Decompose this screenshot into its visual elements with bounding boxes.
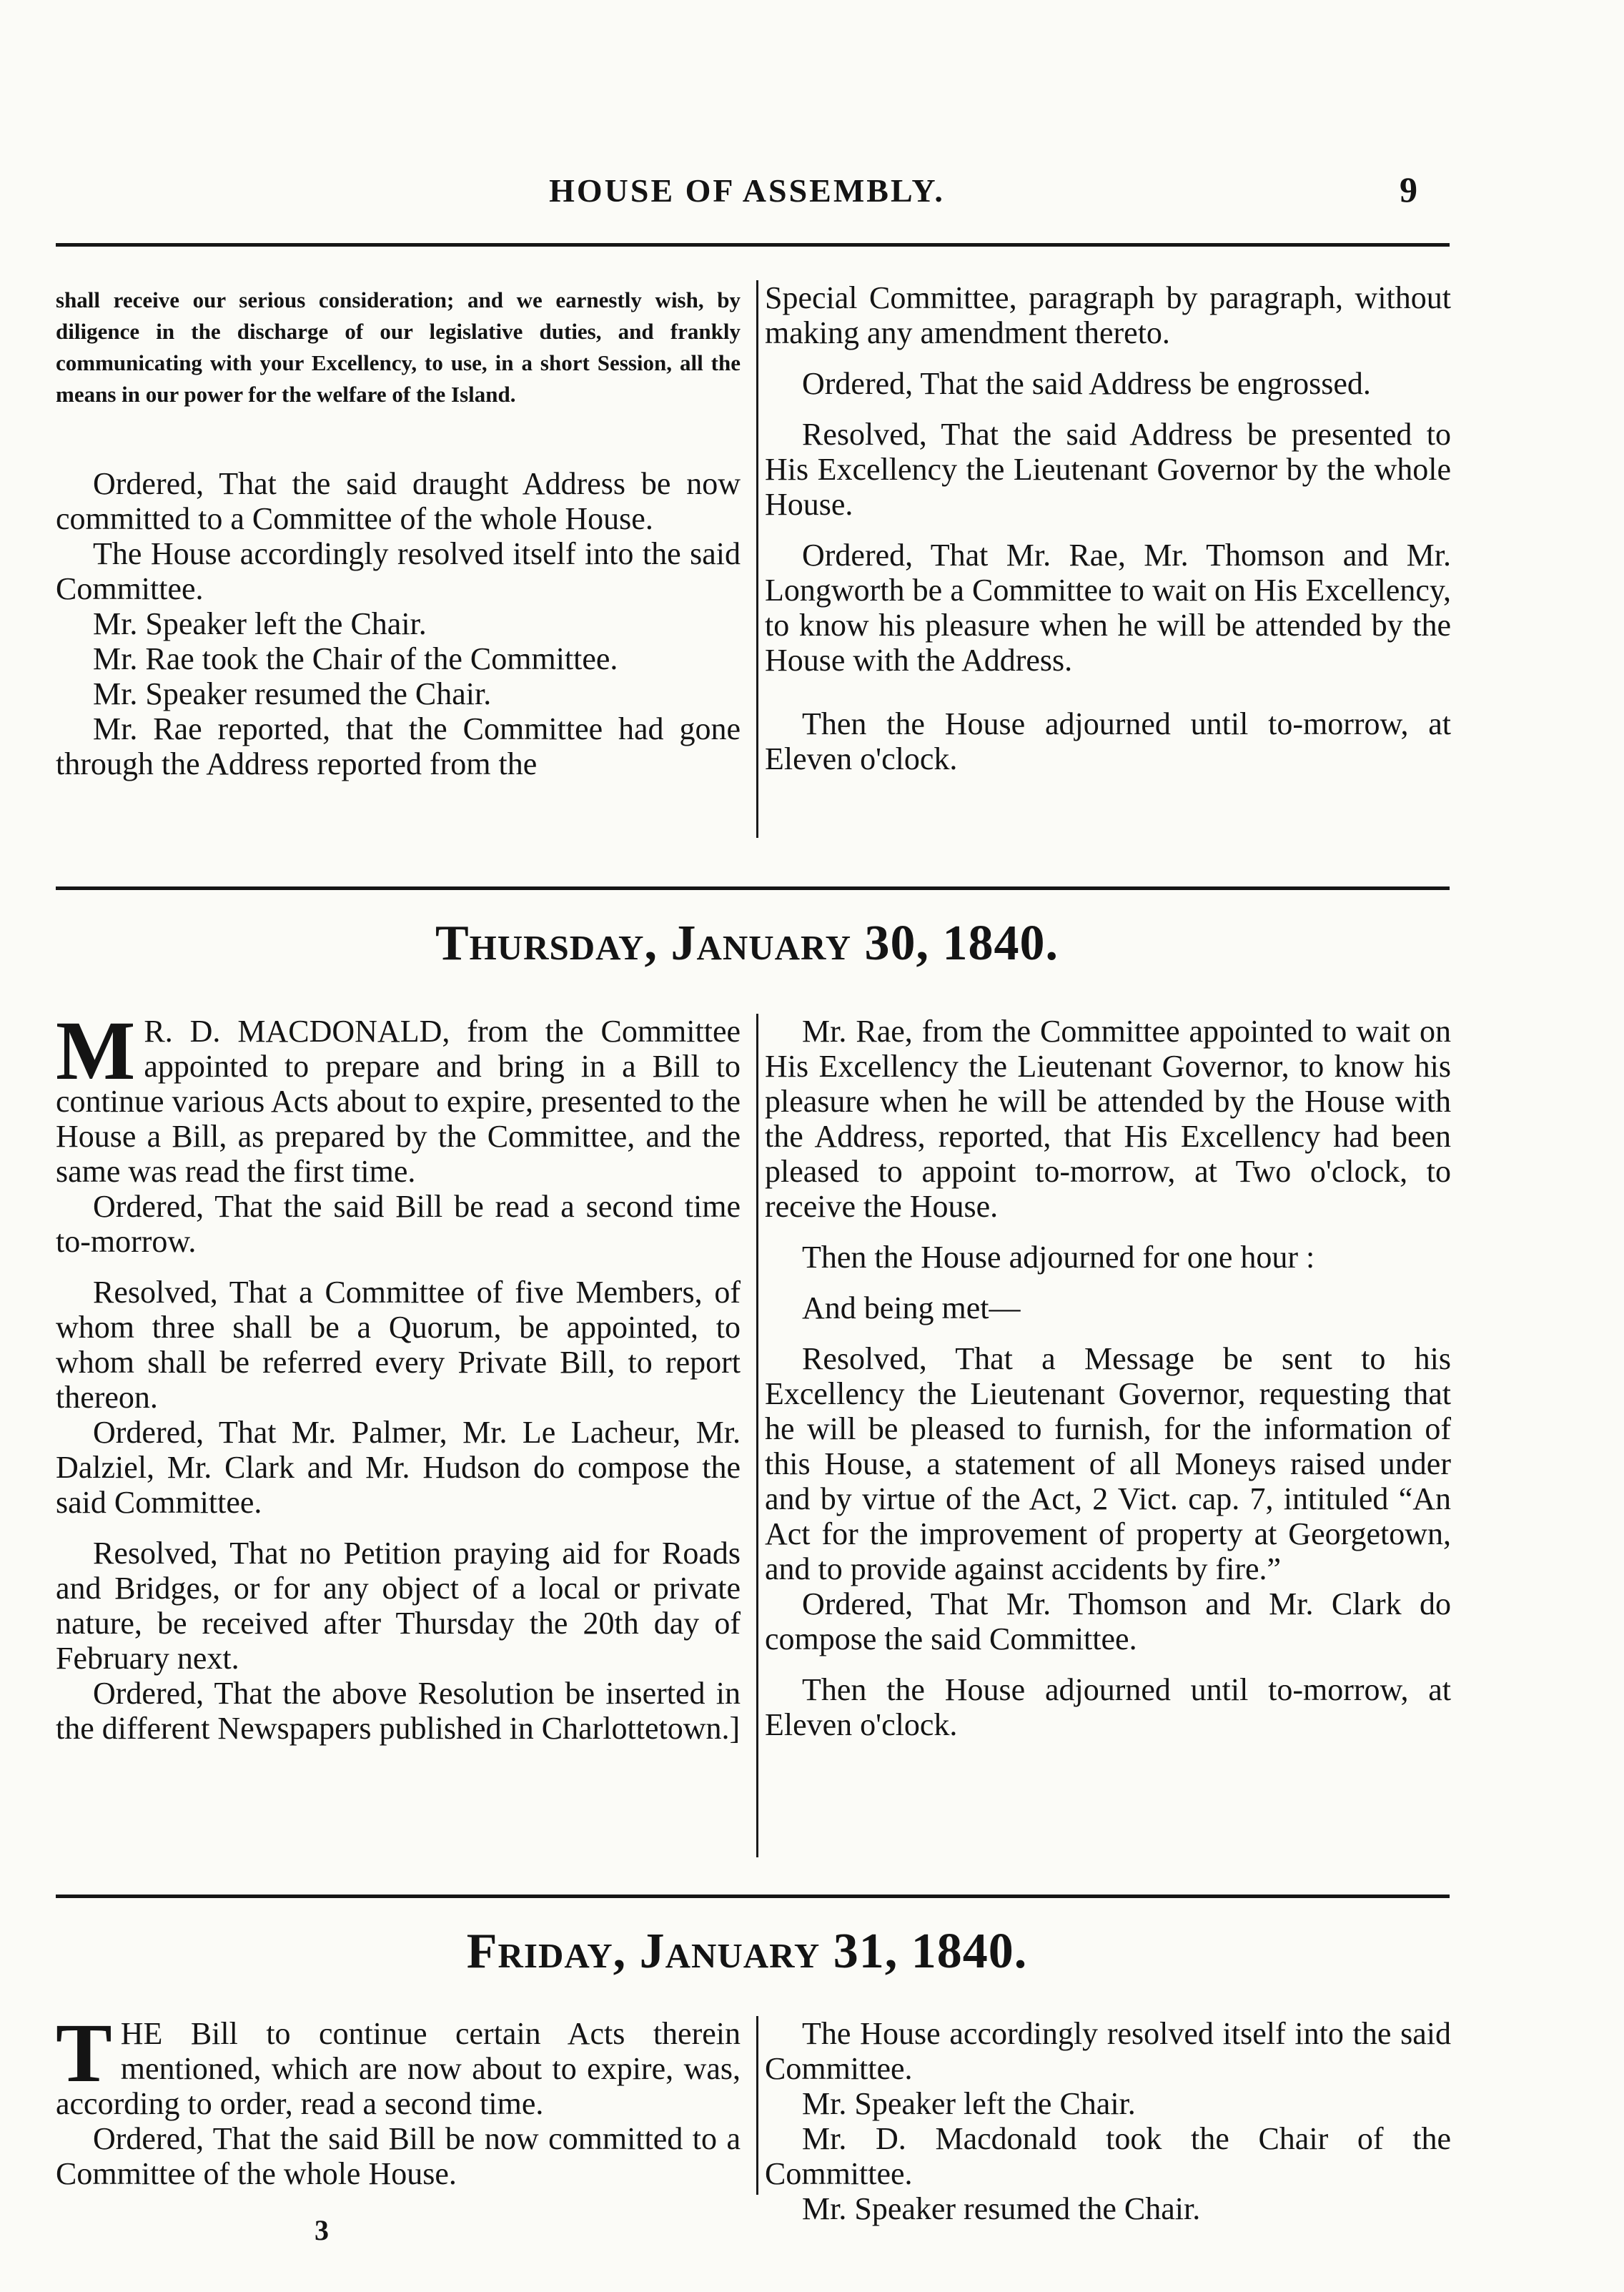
day-heading-friday: Friday, January 31, 1840. bbox=[466, 1924, 1028, 1979]
drop-cap: T bbox=[56, 2006, 112, 2100]
paragraph: Ordered, That Mr. Palmer, Mr. Le Lacheur, Mr. Dalziel, Mr. Clark and Mr. Hudson do compose the said Committee. bbox=[56, 1415, 741, 1520]
column-divider bbox=[756, 280, 758, 838]
paragraph: Mr. Speaker left the Chair. bbox=[802, 2086, 1136, 2121]
column-divider bbox=[756, 2016, 758, 2195]
paragraph: Resolved, That the said Address be presented to His Excellency the Lieutenant Governor by the whole House. bbox=[765, 417, 1451, 522]
section-rule bbox=[56, 886, 1450, 890]
paragraph: Ordered, That Mr. Rae, Mr. Thomson and Mr. Longworth be a Committee to wait on His Excellency, to know his pleasure when he will be attended by the House with the Address. bbox=[765, 538, 1451, 678]
section1-left-column bbox=[56, 285, 741, 410]
paragraph: And being met— bbox=[802, 1290, 1021, 1325]
header-rule bbox=[56, 243, 1450, 247]
paragraph: Resolved, That a Committee of five Members, of whom three shall be a Quorum, be appointed, to whom shall be referred every Private Bill, to report thereon. bbox=[56, 1275, 741, 1415]
paragraph: Then the House adjourned for one hour : bbox=[802, 1240, 1315, 1275]
column-divider bbox=[756, 1014, 758, 1857]
paragraph: Ordered, That the said Address be engrossed. bbox=[802, 366, 1371, 401]
section1-left-column-body bbox=[56, 466, 741, 781]
paragraph: Then the House adjourned until to-morrow, at Eleven o'clock. bbox=[765, 706, 1451, 776]
signature-mark: 3 bbox=[315, 2214, 329, 2246]
thursday-right-column bbox=[765, 1014, 1451, 1742]
paragraph: Ordered, That the said Bill be read a second time to-morrow. bbox=[56, 1189, 741, 1259]
paragraph: Ordered, That the above Resolution be inserted in the different Newspapers published in Charlottetown.] bbox=[56, 1676, 741, 1746]
section-rule bbox=[56, 1895, 1450, 1898]
page-number: 9 bbox=[1400, 169, 1417, 209]
paragraph: Mr. D. Macdonald took the Chair of the Committee. bbox=[765, 2121, 1451, 2191]
paragraph: R. D. MACDONALD, from the Committee appointed to prepare and bring in a Bill to continue various Acts about to expire, presented to the House a Bill, as prepared by the Committee, and the same was read the first time. bbox=[56, 1014, 741, 1189]
day-heading-thursday: Thursday, January 30, 1840. bbox=[435, 916, 1059, 971]
thursday-left-column bbox=[56, 1004, 741, 1746]
paragraph: The House accordingly resolved itself into the said Committee. bbox=[56, 536, 741, 606]
paragraph: Ordered, That the said Bill be now committed to a Committee of the whole House. bbox=[56, 2121, 741, 2191]
paragraph: Special Committee, paragraph by paragraph, without making any amendment thereto. bbox=[765, 280, 1451, 350]
paragraph: shall receive our serious consideration; and we earnestly wish, by diligence in the discharge of our legislative duties, and frankly communicating with your Excellency, to use, in a short Session, all the means in our power for the welfare of the Island. bbox=[56, 287, 741, 407]
paragraph: Then the House adjourned until to-morrow, at Eleven o'clock. bbox=[765, 1672, 1451, 1742]
paragraph: Mr. Speaker resumed the Chair. bbox=[802, 2191, 1201, 2226]
friday-right-column bbox=[765, 2016, 1451, 2226]
paragraph: Resolved, That a Message be sent to his Excellency the Lieutenant Governor, requesting that he will be pleased to furnish, for the information of this House, a statement of all Moneys raised under and by virtue of the Act, 2 Vict. cap. 7, intituled “An Act for the improvement of property at Georgetown, and to provide against accidents by fire.” bbox=[765, 1341, 1451, 1586]
section1-right-column bbox=[765, 280, 1451, 776]
paragraph: Mr. Rae reported, that the Committee had gone through the Address reported from the bbox=[56, 711, 741, 781]
paragraph: HE Bill to continue certain Acts therein mentioned, which are now about to expire, was, according to order, read a second time. bbox=[56, 2016, 741, 2121]
paragraph: The House accordingly resolved itself into the said Committee. bbox=[765, 2016, 1451, 2086]
paragraph: Mr. Rae took the Chair of the Committee. bbox=[93, 641, 618, 676]
paragraph: Resolved, That no Petition praying aid for Roads and Bridges, or for any object of a local or private nature, be received after Thursday the 20th day of February next. bbox=[56, 1536, 741, 1676]
paragraph: Mr. Speaker left the Chair. bbox=[93, 606, 427, 641]
paragraph: Ordered, That the said draught Address be now committed to a Committee of the whole House. bbox=[56, 466, 741, 536]
paragraph: Ordered, That Mr. Thomson and Mr. Clark do compose the said Committee. bbox=[765, 1586, 1451, 1656]
page-header-title: HOUSE OF ASSEMBLY. bbox=[549, 172, 945, 209]
drop-cap: M bbox=[56, 1004, 136, 1097]
friday-left-column bbox=[56, 2006, 741, 2191]
paragraph: Mr. Speaker resumed the Chair. bbox=[93, 676, 492, 711]
paragraph: Mr. Rae, from the Committee appointed to wait on His Excellency the Lieutenant Governor, to know his pleasure when he will be attended by the House with the Address, reported, that His Excellency had been pleased to appoint to-morrow, at Two o'clock, to receive the House. bbox=[765, 1014, 1451, 1224]
